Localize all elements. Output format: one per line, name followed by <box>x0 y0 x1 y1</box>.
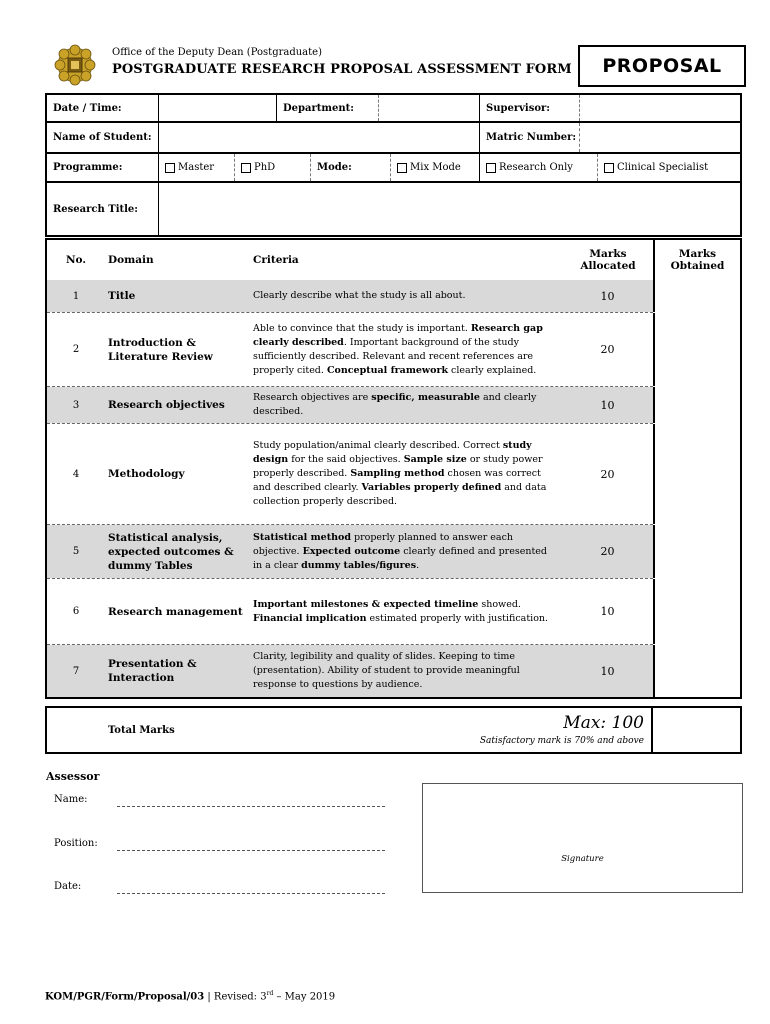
criteria-text <box>253 322 553 378</box>
proposal-badge: PROPOSAL <box>578 45 746 87</box>
header-criteria: Criteria <box>253 254 299 266</box>
master-checkbox[interactable] <box>165 163 175 173</box>
research-only-label: Research Only <box>499 162 573 173</box>
form-code: KOM/PGR/Form/Proposal/03 <box>45 991 205 1003</box>
research-title-label: Research Title: <box>53 203 138 215</box>
criteria-segment: and clearly described. <box>253 392 537 417</box>
table-row <box>47 313 740 386</box>
supervisor-field[interactable] <box>579 95 740 121</box>
row-criteria <box>253 579 553 644</box>
date-time-label: Date / Time: <box>53 102 122 114</box>
form-footer <box>45 990 335 1002</box>
criteria-segment: Research objectives are <box>253 392 372 403</box>
criteria-emphasis: Variables properly defined <box>361 482 502 493</box>
assessor-position-label: Position: <box>54 838 98 849</box>
department-field[interactable] <box>378 95 479 121</box>
assessor-date-label: Date: <box>54 881 82 892</box>
clinical-specialist-checkbox[interactable] <box>604 163 614 173</box>
matric-field[interactable] <box>579 123 740 152</box>
office-name: Office of the Deputy Dean (Postgraduate) <box>112 47 322 58</box>
student-info-table <box>45 93 742 237</box>
criteria-text <box>253 650 553 692</box>
row-criteria <box>253 280 553 312</box>
research-only-checkbox[interactable] <box>486 163 496 173</box>
row-domain: Presentation & Interaction <box>108 658 197 684</box>
criteria-segment: . Important background of the study sufficiently described. Relevant and recent references are properly cited. <box>253 336 534 376</box>
clinical-specialist-option[interactable] <box>597 154 740 181</box>
criteria-emphasis: Conceptual framework <box>326 364 449 376</box>
row-domain: Introduction & Literature Review <box>108 336 213 363</box>
criteria-emphasis: Sampling method <box>350 468 445 479</box>
criteria-segment: clearly explained. <box>448 364 537 376</box>
row-criteria <box>253 387 553 423</box>
criteria-text <box>253 391 553 419</box>
criteria-segment: estimated properly with justification. <box>366 612 549 624</box>
row-marks-allocated: 20 <box>600 343 615 356</box>
form-title: POSTGRADUATE RESEARCH PROPOSAL ASSESSMENT FORM <box>112 62 572 77</box>
student-name-field[interactable] <box>158 123 479 152</box>
assessor-date-field[interactable] <box>117 893 385 894</box>
row-marks-allocated: 10 <box>600 664 615 678</box>
satisfactory-note: Satisfactory mark is 70% and above <box>479 736 644 746</box>
table-row <box>47 424 740 524</box>
row-criteria <box>253 525 553 578</box>
header-no: No. <box>65 254 87 266</box>
revised-date: – May 2019 <box>273 991 336 1003</box>
row-criteria <box>253 424 553 524</box>
row-domain: Title <box>108 290 136 302</box>
date-time-field[interactable] <box>158 95 276 121</box>
marks-obtained-input[interactable] <box>653 645 740 697</box>
criteria-segment: showed. <box>478 598 521 610</box>
assessor-name-label: Name: <box>54 794 88 805</box>
table-header-row <box>47 240 740 280</box>
criteria-emphasis: Sample size <box>403 454 467 465</box>
criteria-emphasis: Expected outcome <box>302 545 401 557</box>
criteria-emphasis: Statistical method <box>253 531 351 543</box>
criteria-text <box>253 289 465 303</box>
header-marks-allocated: Marks Allocated <box>580 248 636 272</box>
row-marks-allocated: 10 <box>600 289 615 303</box>
research-title-field[interactable] <box>158 183 740 235</box>
row-no: 7 <box>72 665 80 677</box>
research-only-option[interactable] <box>479 154 597 181</box>
signature-box[interactable] <box>422 783 743 893</box>
row-marks-allocated: 20 <box>600 545 615 558</box>
row-domain: Research management <box>108 605 243 618</box>
row-no: 3 <box>72 399 80 411</box>
criteria-segment: and data collection properly described. <box>253 482 547 507</box>
total-marks-label: Total Marks <box>108 724 175 736</box>
criteria-segment: or study power properly described. <box>253 454 543 479</box>
criteria-emphasis: dummy tables/figures <box>301 559 417 571</box>
row-domain: Research objectives <box>108 399 225 411</box>
criteria-segment: Able to convince that the study is important. <box>253 322 471 334</box>
criteria-text <box>253 598 553 626</box>
mode-label: Mode: <box>310 154 390 181</box>
master-label: Master <box>178 162 215 173</box>
table-row <box>47 645 740 697</box>
signature-label: Signature <box>561 854 604 864</box>
row-criteria <box>253 313 553 386</box>
criteria-segment: clearly defined and presented in a clear <box>253 545 547 571</box>
header-marks-obtained: Marks Obtained <box>653 240 740 280</box>
criteria-emphasis: specific, measurable <box>371 392 480 403</box>
table-row <box>47 280 740 312</box>
mix-mode-checkbox[interactable] <box>397 163 407 173</box>
criteria-emphasis: Research gap clearly described <box>253 322 543 348</box>
master-option[interactable] <box>158 154 234 181</box>
assessor-heading: Assessor <box>46 770 100 783</box>
info-row-date <box>47 95 740 123</box>
row-marks-allocated: 20 <box>600 467 615 481</box>
revised-prefix: | Revised: 3 <box>204 991 267 1003</box>
assessor-name-field[interactable] <box>117 806 385 807</box>
criteria-emphasis: study design <box>253 440 532 465</box>
programme-label: Programme: <box>53 162 123 173</box>
mix-mode-option[interactable] <box>390 154 479 181</box>
clinical-specialist-label: Clinical Specialist <box>617 162 709 173</box>
criteria-segment: for the said objectives. <box>288 454 404 465</box>
matric-label: Matric Number: <box>479 123 579 152</box>
header-domain: Domain <box>108 254 154 266</box>
row-no: 2 <box>72 344 80 355</box>
info-row-title <box>47 183 740 235</box>
table-row <box>47 579 740 644</box>
criteria-emphasis: Important milestones & expected timeline <box>253 598 479 610</box>
university-crest-icon <box>54 44 96 86</box>
phd-checkbox[interactable] <box>241 163 251 173</box>
marks-obtained-input[interactable] <box>653 579 740 644</box>
criteria-emphasis: Financial implication <box>253 612 367 624</box>
row-no: 1 <box>72 290 80 302</box>
criteria-text <box>253 439 553 509</box>
supervisor-label: Supervisor: <box>479 95 579 121</box>
row-no: 4 <box>72 468 80 480</box>
table-row <box>47 387 740 423</box>
marks-obtained-input[interactable] <box>653 525 740 578</box>
phd-label: PhD <box>254 162 276 173</box>
phd-option[interactable] <box>234 154 310 181</box>
assessment-table <box>45 238 742 699</box>
criteria-segment: Study population/animal clearly described. Correct <box>253 440 503 451</box>
criteria-text <box>253 531 553 573</box>
marks-obtained-input[interactable] <box>653 280 740 312</box>
total-marks-obtained-input[interactable] <box>651 708 742 752</box>
info-row-student <box>47 123 740 154</box>
marks-obtained-input[interactable] <box>653 313 740 386</box>
marks-obtained-input[interactable] <box>653 387 740 423</box>
total-marks-row <box>45 706 742 754</box>
mix-mode-label: Mix Mode <box>410 162 461 173</box>
info-row-programme <box>47 154 740 183</box>
row-criteria <box>253 645 553 697</box>
row-domain: Methodology <box>108 468 185 480</box>
student-name-label: Name of Student: <box>53 131 152 143</box>
row-domain: Statistical analysis, expected outcomes & dummy Tables <box>108 531 234 572</box>
row-no: 6 <box>72 606 80 617</box>
revised-sup: rd <box>266 990 274 997</box>
criteria-segment: Clarity, legibility and quality of slides. Keeping to time (presentation). Ability of student to provide meaningful response to questions by audience. <box>253 651 520 690</box>
marks-obtained-input[interactable] <box>653 424 740 524</box>
max-marks: Max: 100 <box>563 713 644 733</box>
criteria-segment: properly planned to answer each objective. <box>253 531 514 557</box>
criteria-segment: Clearly describe what the study is all about. <box>253 290 466 301</box>
table-row <box>47 525 740 578</box>
assessor-position-field[interactable] <box>117 850 385 851</box>
criteria-segment: . <box>416 559 420 571</box>
row-marks-allocated: 10 <box>600 605 615 618</box>
row-no: 5 <box>72 546 80 557</box>
department-label: Department: <box>276 95 378 121</box>
criteria-segment: chosen was correct and described clearly. <box>253 468 541 493</box>
row-marks-allocated: 10 <box>600 398 615 412</box>
